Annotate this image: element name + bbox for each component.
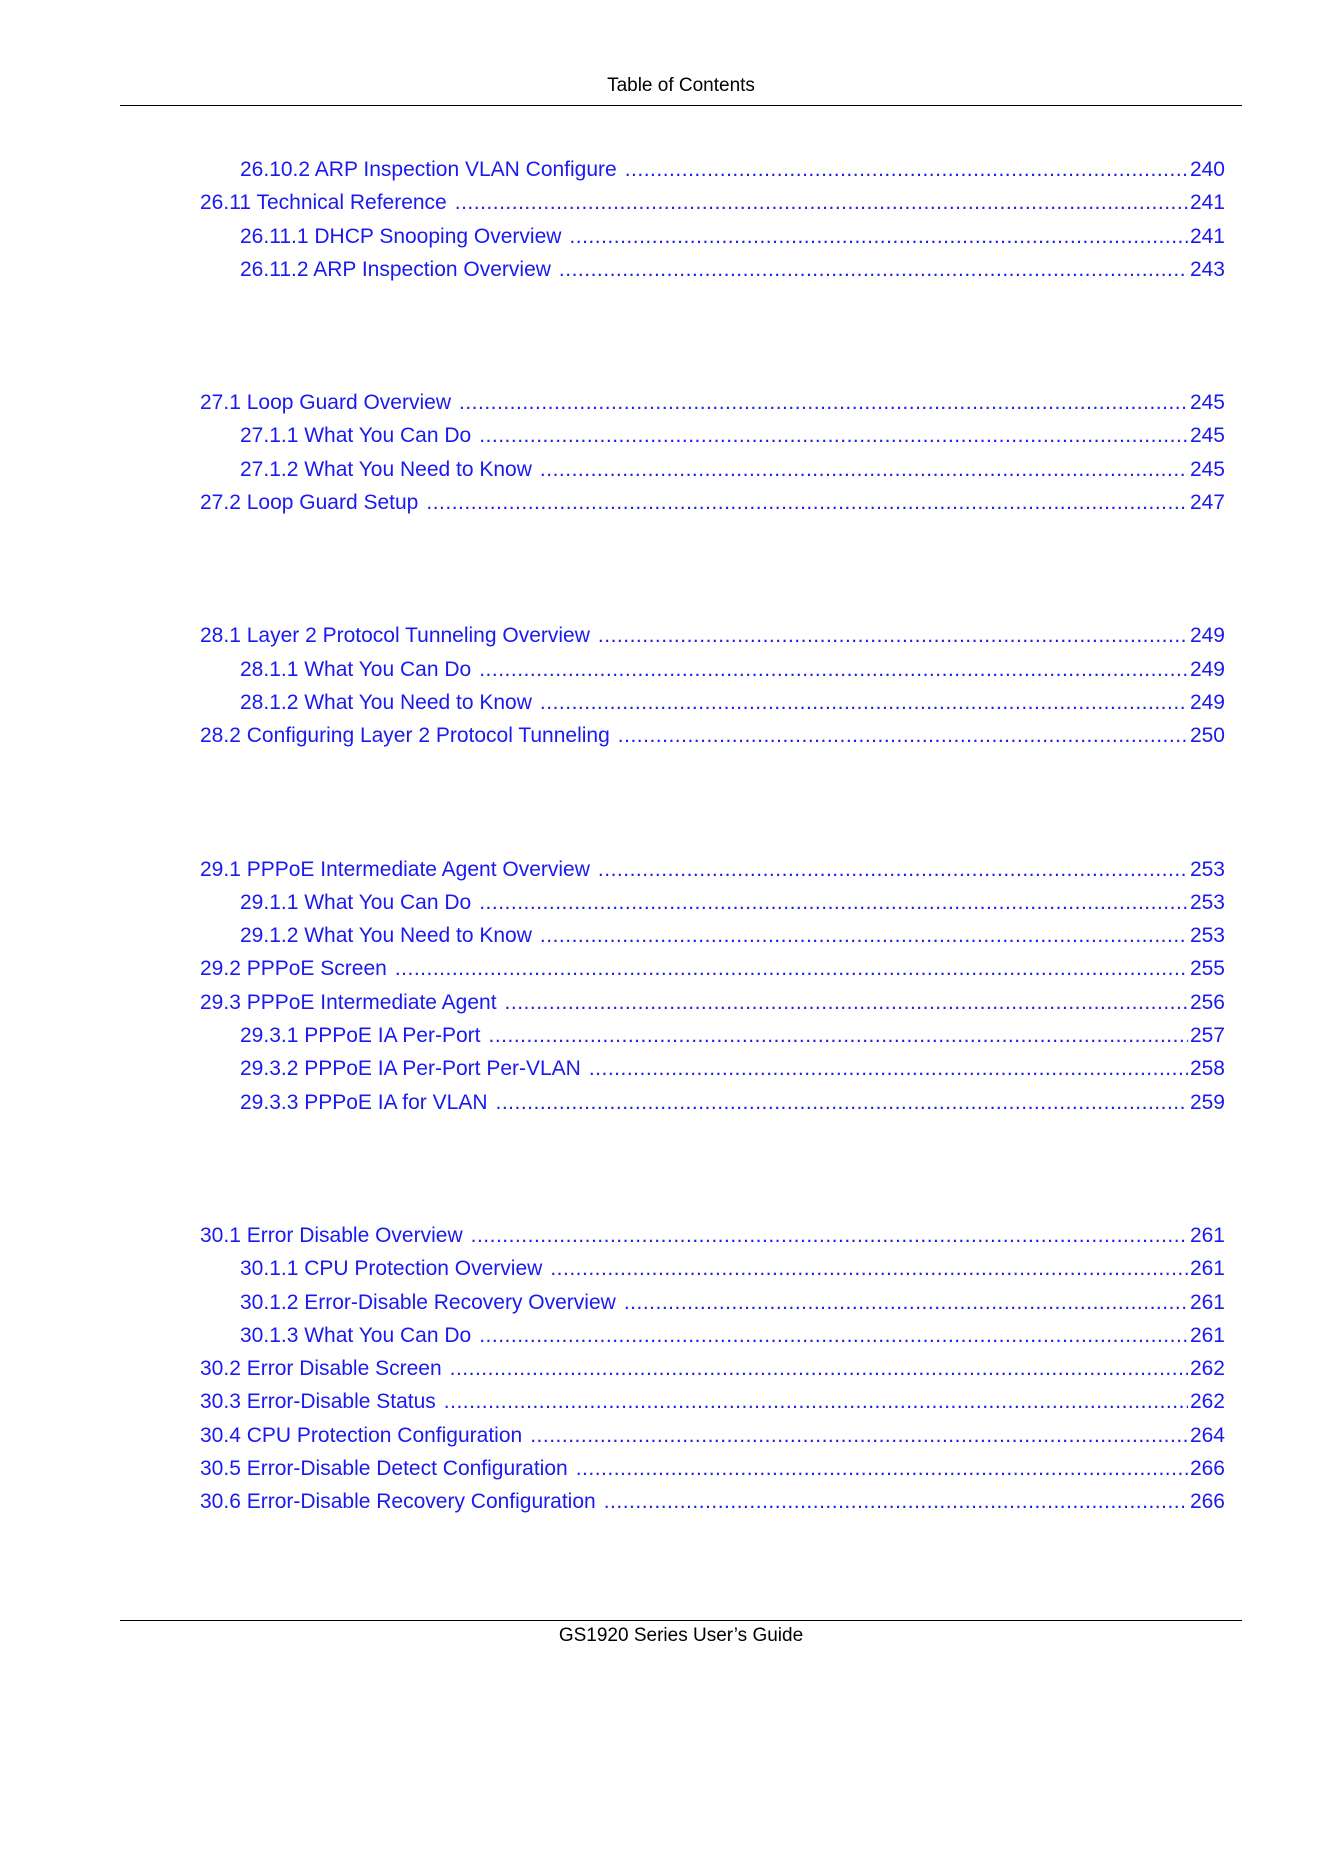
- toc-entry-number: 27.1.1: [240, 424, 299, 448]
- toc-entry-number: 29.3.2: [240, 1057, 299, 1081]
- toc-page-number: 253: [1189, 890, 1225, 914]
- toc-entry-title: [240, 1252, 542, 1285]
- toc-entry-title: [240, 419, 471, 452]
- toc-entry-number: 29.3.1: [240, 1024, 299, 1048]
- toc-entry-link[interactable]: [240, 220, 1225, 253]
- toc-entry-text: Loop Guard Setup: [246, 491, 419, 515]
- toc-page-number: 240: [1189, 158, 1225, 181]
- toc-entry-title: [200, 486, 418, 519]
- toc-page-number: 245: [1189, 391, 1225, 415]
- toc-entry-link[interactable]: [200, 1385, 1225, 1418]
- page-header-title: Table of Contents: [607, 75, 755, 96]
- toc-entry-link[interactable]: [240, 1252, 1225, 1285]
- toc-entry-title: [200, 619, 590, 652]
- toc-entry-text: Loop Guard Overview: [246, 391, 451, 415]
- toc-page-number: 258: [1189, 1057, 1225, 1081]
- toc-dot-leader: [479, 419, 1188, 452]
- toc-group: [0, 153, 1324, 286]
- toc-entry-link[interactable]: [200, 186, 1225, 219]
- toc-entry-number: 30.2: [200, 1357, 241, 1381]
- toc-entry-number: 26.10.2: [240, 158, 311, 181]
- toc-entry-text: Error Disable Screen: [246, 1357, 442, 1381]
- toc-entry-link[interactable]: [240, 919, 1225, 952]
- toc-dot-leader: [589, 1052, 1188, 1085]
- footer-rule: [120, 1620, 1242, 1621]
- table-of-contents: [0, 153, 1324, 1519]
- toc-page-number: 262: [1189, 1357, 1225, 1381]
- toc-entry-text: DHCP Snooping Overview: [314, 224, 562, 248]
- toc-page-number: 253: [1189, 857, 1225, 881]
- toc-entry-number: 29.3.3: [240, 1090, 299, 1114]
- toc-entry-text: Error-Disable Recovery Configuration: [246, 1490, 596, 1514]
- toc-entry-title: [200, 952, 387, 985]
- toc-entry-title: [240, 1286, 616, 1319]
- toc-entry-number: 30.1.3: [240, 1323, 299, 1347]
- toc-entry-text: CPU Protection Overview: [304, 1257, 543, 1281]
- toc-entry-link[interactable]: [200, 1485, 1225, 1518]
- toc-entry-title: [200, 986, 497, 1019]
- toc-dot-leader: [395, 952, 1188, 985]
- toc-dot-leader: [569, 220, 1188, 253]
- toc-entry-title: [240, 153, 617, 186]
- toc-entry-text: Error-Disable Recovery Overview: [304, 1290, 616, 1314]
- toc-page-number: 247: [1189, 491, 1225, 515]
- toc-dot-leader: [624, 1286, 1188, 1319]
- toc-entry-number: 26.11.2: [240, 257, 309, 281]
- toc-entry-number: 27.2: [200, 491, 241, 515]
- toc-entry-text: What You Can Do: [304, 424, 472, 448]
- toc-entry-number: 29.1.2: [240, 924, 299, 948]
- toc-dot-leader: [598, 619, 1188, 652]
- toc-entry-title: [240, 653, 471, 686]
- toc-dot-leader: [540, 919, 1188, 952]
- toc-dot-leader: [488, 1019, 1187, 1052]
- toc-entry-title: [240, 253, 551, 286]
- toc-dot-leader: [426, 486, 1188, 519]
- toc-entry-text: ARP Inspection Overview: [313, 257, 551, 281]
- toc-entry-text: PPPoE IA for VLAN: [304, 1090, 488, 1114]
- toc-dot-leader: [505, 986, 1188, 1019]
- toc-entry-link[interactable]: [200, 952, 1225, 985]
- toc-entry-number: 26.11: [200, 191, 251, 215]
- toc-entry-number: 28.1: [200, 624, 241, 648]
- toc-dot-leader: [604, 1485, 1188, 1518]
- toc-entry-link[interactable]: [200, 719, 1225, 752]
- toc-entry-title: [200, 1452, 568, 1485]
- toc-page-number: 261: [1189, 1257, 1225, 1281]
- toc-page-number: 255: [1189, 957, 1225, 981]
- toc-page-number: 253: [1189, 924, 1225, 948]
- toc-page-number: 241: [1189, 224, 1225, 248]
- toc-entry-title: [240, 1052, 581, 1085]
- toc-dot-leader: [479, 886, 1188, 919]
- toc-entry-link[interactable]: [240, 653, 1225, 686]
- toc-dot-leader: [496, 1086, 1188, 1119]
- toc-entry-link[interactable]: [240, 1286, 1225, 1319]
- toc-entry-link[interactable]: [240, 253, 1225, 286]
- toc-entry-title: [200, 1485, 596, 1518]
- toc-entry-title: [200, 719, 610, 752]
- toc-entry-title: [240, 1086, 488, 1119]
- toc-entry-title: [240, 1019, 480, 1052]
- toc-entry-number: 28.1.1: [240, 657, 299, 681]
- toc-dot-leader: [459, 386, 1188, 419]
- toc-page-number: 249: [1189, 624, 1225, 648]
- toc-entry-number: 28.1.2: [240, 690, 299, 714]
- toc-entry-title: [240, 886, 471, 919]
- toc-entry-title: [200, 186, 447, 219]
- toc-entry-text: PPPoE IA Per-Port Per-VLAN: [304, 1057, 581, 1081]
- toc-dot-leader: [530, 1419, 1188, 1452]
- toc-entry-number: 29.1: [200, 857, 241, 881]
- toc-page-number: 266: [1189, 1490, 1225, 1514]
- toc-entry-number: 28.2: [200, 724, 241, 748]
- toc-entry-text: Technical Reference: [256, 191, 447, 215]
- toc-page-number: 262: [1189, 1390, 1225, 1414]
- toc-entry-title: [200, 386, 451, 419]
- toc-dot-leader: [550, 1252, 1188, 1285]
- toc-entry-number: 27.1.2: [240, 457, 299, 481]
- toc-entry-link[interactable]: [200, 486, 1225, 519]
- toc-entry-link[interactable]: [200, 1419, 1225, 1452]
- toc-entry-link[interactable]: [240, 886, 1225, 919]
- toc-entry-title: [240, 686, 532, 719]
- toc-entry-text: What You Need to Know: [304, 924, 532, 948]
- toc-entry-link[interactable]: [240, 1319, 1225, 1352]
- toc-entry-number: 29.3: [200, 990, 241, 1014]
- toc-entry-link[interactable]: [240, 419, 1225, 452]
- toc-page-number: 241: [1189, 191, 1225, 215]
- toc-entry-text: What You Need to Know: [304, 690, 532, 714]
- toc-page-number: 249: [1189, 690, 1225, 714]
- toc-page-number: 259: [1189, 1090, 1225, 1114]
- toc-entry-text: What You Can Do: [304, 657, 472, 681]
- toc-page-number: 243: [1189, 257, 1225, 281]
- toc-entry-title: [200, 1419, 522, 1452]
- toc-entry-text: Layer 2 Protocol Tunneling Overview: [246, 624, 590, 648]
- toc-entry-link[interactable]: [240, 1019, 1225, 1052]
- toc-dot-leader: [444, 1385, 1188, 1418]
- toc-entry-text: PPPoE Intermediate Agent: [246, 990, 497, 1014]
- toc-entry-text: What You Can Do: [304, 1323, 472, 1347]
- toc-dot-leader: [618, 719, 1188, 752]
- toc-entry-link[interactable]: [240, 1052, 1225, 1085]
- toc-entry-link[interactable]: [200, 619, 1225, 652]
- toc-entry-title: [200, 1219, 463, 1252]
- toc-dot-leader: [540, 453, 1188, 486]
- toc-entry-link[interactable]: [240, 1086, 1225, 1119]
- toc-entry-text: What You Can Do: [304, 890, 472, 914]
- toc-group: [0, 386, 1324, 519]
- toc-entry-link[interactable]: [200, 1352, 1225, 1385]
- toc-group: [0, 853, 1324, 1119]
- toc-entry-text: PPPoE Intermediate Agent Overview: [246, 857, 590, 881]
- toc-dot-leader: [576, 1452, 1188, 1485]
- toc-entry-title: [200, 1385, 436, 1418]
- toc-entry-title: [200, 853, 590, 886]
- page-footer-text: GS1920 Series User’s Guide: [558, 1625, 804, 1646]
- toc-entry-link[interactable]: [240, 686, 1225, 719]
- toc-entry-number: 27.1: [200, 391, 241, 415]
- toc-entry-number: 30.3: [200, 1390, 241, 1414]
- toc-page-number: 261: [1189, 1290, 1225, 1314]
- toc-page-number: 250: [1189, 724, 1225, 748]
- toc-dot-leader: [471, 1219, 1188, 1252]
- toc-page-number: 257: [1189, 1024, 1225, 1048]
- toc-entry-number: 30.6: [200, 1490, 241, 1514]
- toc-entry-link[interactable]: [240, 153, 1225, 186]
- toc-entry-text: Error-Disable Detect Configuration: [246, 1457, 568, 1481]
- toc-entry-link[interactable]: [200, 986, 1225, 1019]
- toc-entry-text: Error-Disable Status: [246, 1390, 436, 1414]
- toc-group: [0, 1219, 1324, 1519]
- toc-dot-leader: [479, 1319, 1188, 1352]
- toc-group: [0, 619, 1324, 752]
- toc-page-number: 261: [1189, 1323, 1225, 1347]
- toc-entry-number: 30.4: [200, 1423, 241, 1447]
- toc-page-number: 264: [1189, 1423, 1225, 1447]
- toc-page-number: 245: [1189, 424, 1225, 448]
- toc-entry-link[interactable]: [240, 453, 1225, 486]
- header-rule: [120, 105, 1242, 106]
- toc-entry-title: [240, 220, 561, 253]
- toc-entry-number: 29.2: [200, 957, 241, 981]
- toc-entry-link[interactable]: [200, 1452, 1225, 1485]
- toc-entry-number: 30.1.2: [240, 1290, 299, 1314]
- toc-entry-text: PPPoE IA Per-Port: [304, 1024, 481, 1048]
- toc-dot-leader: [559, 253, 1188, 286]
- toc-entry-text: PPPoE Screen: [246, 957, 387, 981]
- toc-entry-number: 29.1.1: [240, 890, 299, 914]
- toc-entry-text: Error Disable Overview: [246, 1223, 463, 1247]
- toc-page-number: 261: [1189, 1223, 1225, 1247]
- toc-entry-text: Configuring Layer 2 Protocol Tunneling: [246, 724, 610, 748]
- toc-dot-leader: [479, 653, 1188, 686]
- toc-dot-leader: [540, 686, 1188, 719]
- toc-page-number: 256: [1189, 990, 1225, 1014]
- toc-entry-link[interactable]: [200, 853, 1225, 886]
- toc-entry-text: CPU Protection Configuration: [246, 1423, 523, 1447]
- toc-entry-title: [240, 453, 532, 486]
- toc-dot-leader: [455, 186, 1188, 219]
- toc-page-number: 245: [1189, 457, 1225, 481]
- toc-entry-number: 30.1.1: [240, 1257, 299, 1281]
- toc-dot-leader: [450, 1352, 1188, 1385]
- toc-page-number: 266: [1189, 1457, 1225, 1481]
- toc-entry-number: 30.5: [200, 1457, 241, 1481]
- toc-entry-title: [240, 919, 532, 952]
- toc-page-number: 249: [1189, 657, 1225, 681]
- toc-entry-text: ARP Inspection VLAN Configure: [314, 158, 617, 181]
- toc-entry-link[interactable]: [200, 1219, 1225, 1252]
- toc-dot-leader: [625, 153, 1188, 186]
- toc-dot-leader: [598, 853, 1188, 886]
- toc-entry-link[interactable]: [200, 386, 1225, 419]
- toc-entry-number: 26.11.1: [240, 224, 309, 248]
- toc-entry-title: [240, 1319, 471, 1352]
- toc-entry-title: [200, 1352, 442, 1385]
- toc-entry-number: 30.1: [200, 1223, 241, 1247]
- toc-entry-text: What You Need to Know: [304, 457, 532, 481]
